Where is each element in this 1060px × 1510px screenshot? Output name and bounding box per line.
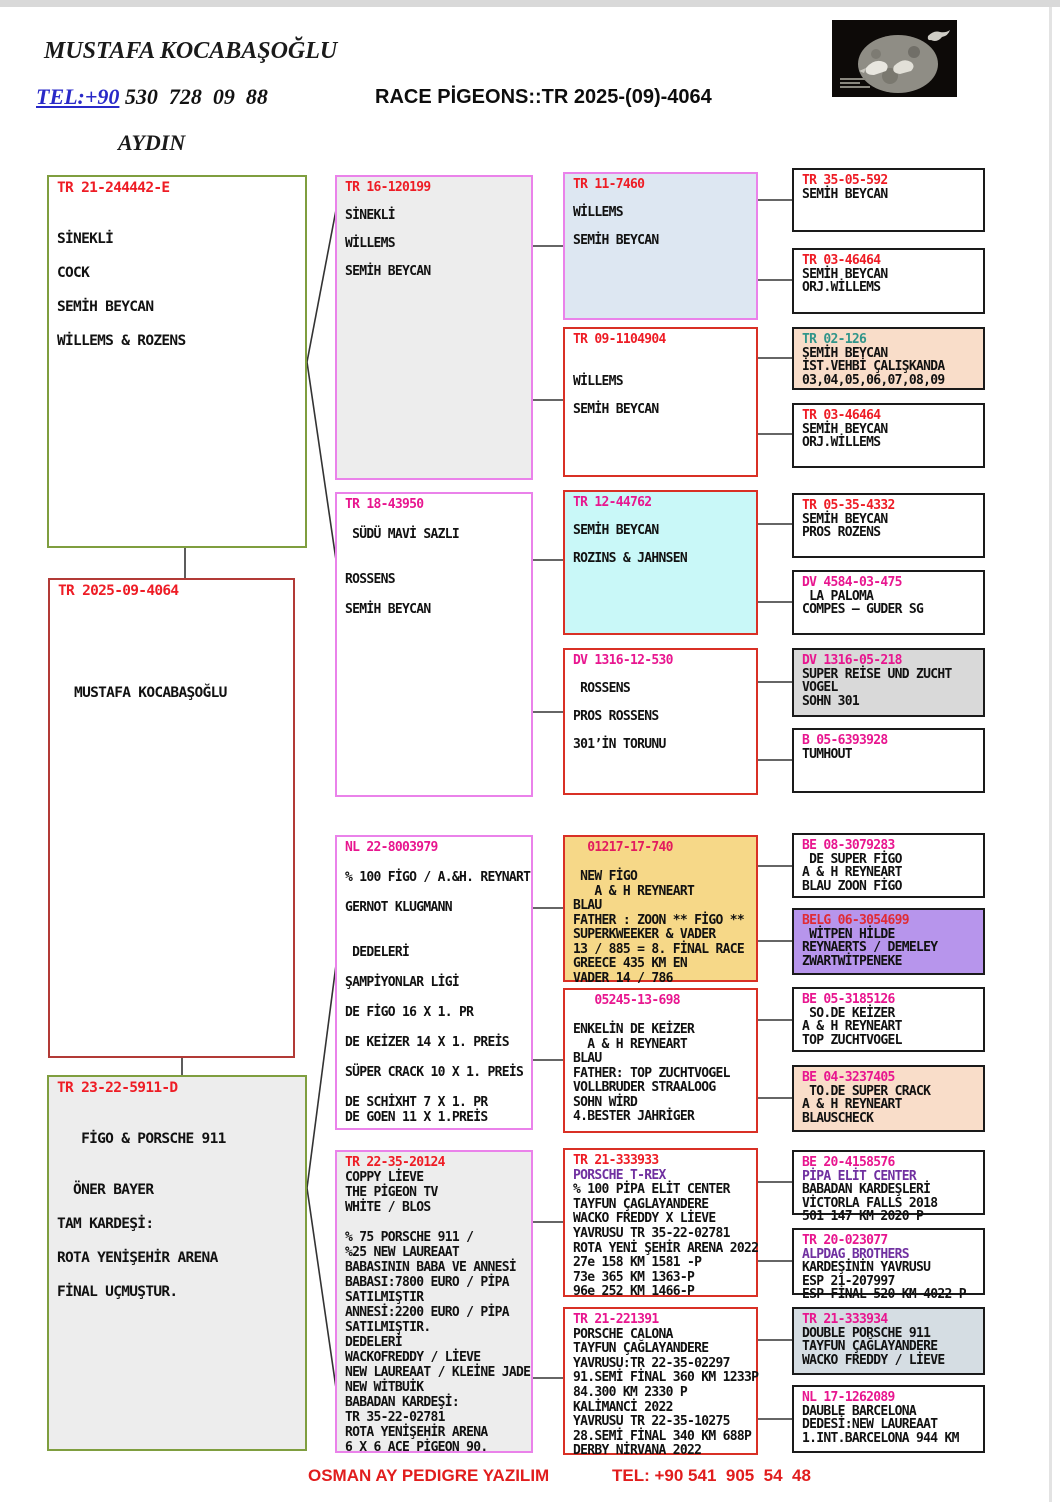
box-line: 27e 158 KM 1581 -P — [573, 1255, 702, 1271]
box-line: 13 / 885 = 8. FİNAL RACE — [573, 941, 745, 957]
box-line: 28.SEMİ FİNAL 340 KM 688P — [573, 1428, 752, 1444]
box-line: A & H REYNEART — [573, 883, 695, 899]
box-line: BLAU — [573, 1051, 602, 1066]
box-line — [573, 509, 752, 523]
box-line: VOLLBRUDER STRAALOOG — [573, 1080, 716, 1095]
box-line: DEDELERİ — [345, 945, 410, 960]
box-ring-number: TR 03-46464 — [802, 253, 881, 268]
box-line — [345, 1080, 527, 1095]
pedigree-box — [792, 570, 985, 635]
box-line: PROS ROSSENS — [573, 709, 659, 724]
box-line: 73e 365 KM 1363-P — [573, 1269, 695, 1285]
pedigree-box — [48, 578, 295, 1058]
box-line: BLAU ZOON FİGO — [802, 878, 902, 894]
box-line — [345, 250, 527, 264]
box-line: WACKO FREDDY X LİEVE — [573, 1211, 716, 1227]
box-line — [57, 248, 301, 265]
page-title: RACE PİGEONS::TR 2025-(09)-4064 — [375, 86, 712, 108]
pedigree-box — [792, 728, 985, 793]
box-line: DERBY NİRVANA 2022 — [573, 1443, 702, 1459]
box-ring-number: TR 12-44762 — [573, 495, 652, 510]
box-line: VOGEL — [802, 680, 838, 695]
box-line: TR 35-22-02781 — [345, 1410, 445, 1425]
software-brand: OSMAN AY PEDIGRE YAZILIM — [308, 1466, 550, 1485]
pedigree-box — [792, 493, 985, 558]
box-line — [345, 930, 527, 945]
box-line: DEDELERİ — [345, 1335, 403, 1350]
box-line: TOP ZUCHTVOGEL — [802, 1032, 902, 1048]
box-line: DE GOEN 11 X 1.PREİS — [345, 1110, 488, 1125]
pedigree-box — [335, 492, 533, 797]
box-line: 6 X 6 ACE PİGEON 90. — [345, 1440, 488, 1455]
box-line: WİLLEMS — [573, 205, 623, 220]
box-line — [58, 651, 289, 668]
box-line: SEMİH BEYCAN — [802, 511, 888, 527]
box-line — [57, 1233, 301, 1250]
pedigree-box — [47, 1075, 307, 1451]
box-line: PORSCHE CALONA — [573, 1326, 673, 1342]
pedigree-box — [335, 175, 533, 480]
box-line — [57, 1267, 301, 1284]
box-line: TAYFUN ÇAĞLAYANDERE — [802, 1339, 938, 1354]
box-line: ROSSENS — [345, 572, 395, 587]
box-line: SEMİH BEYCAN — [345, 264, 431, 279]
box-line: ROTA YENİŞEHİR ARENA — [345, 1425, 488, 1440]
box-line: A & H REYNEART — [802, 1019, 902, 1034]
box-ring-number: BE 04-3237405 — [802, 1070, 895, 1085]
box-ring-number: TR 21-221391 — [573, 1312, 659, 1327]
box-line: SEMİH BEYCAN — [802, 421, 888, 437]
box-line: FATHER : ZOON ** FİGO ** — [573, 912, 745, 928]
box-line: SEMİH BEYCAN — [573, 523, 659, 538]
box-line: ZWARTWİTPENEKE — [802, 953, 902, 969]
box-line: COMPES – GUDER SG — [802, 602, 924, 617]
box-line: FİGO & PORSCHE 911 — [57, 1131, 226, 1147]
box-line: NEW FİGO — [573, 869, 638, 884]
box-line: ÖNER BAYER — [57, 1182, 154, 1198]
box-line — [57, 1199, 301, 1216]
box-ring-number: DV 1316-05-218 — [802, 653, 902, 668]
box-line: 96e 252 KM 1466-P — [573, 1284, 695, 1300]
box-line: DOUBLE PORSCHE 911 — [802, 1325, 931, 1341]
box-line: KARDEŞİNİN YAVRUSU — [802, 1260, 931, 1275]
box-line: TAYFUN ÇAĞLAYANDERE — [573, 1341, 709, 1357]
box-line: WACKO FREDDY / LİEVE — [802, 1352, 945, 1368]
box-line: BLAUSCHECK — [802, 1110, 874, 1126]
box-line: WİLLEMS & ROZENS — [57, 333, 186, 349]
pedigree-box — [47, 175, 307, 548]
box-line — [57, 1148, 301, 1165]
pigeon-logo — [832, 20, 957, 97]
box-line — [573, 667, 752, 681]
box-line: SATILMIŞTIR — [345, 1290, 424, 1305]
box-line: YAVRUSU TR 22-35-10275 — [573, 1414, 730, 1430]
box-line: A & H REYNEART — [802, 865, 902, 880]
box-ring-number: TR 05-35-4332 — [802, 498, 895, 513]
box-line: VADER 14 / 786 — [573, 970, 673, 986]
box-line: SİNEKLİ — [57, 231, 114, 247]
box-line: SÜDÜ MAVİ SAZLI — [345, 527, 460, 542]
pedigree-box — [563, 1307, 759, 1459]
box-line: ŞAMPİYONLAR LİGİ — [345, 975, 460, 990]
box-line: SEMİH BEYCAN — [57, 299, 154, 315]
box-line: SEMİH BEYCAN — [802, 345, 888, 361]
box-line: SEMİH BEYCAN — [573, 402, 659, 417]
box-line: DEDESİ:NEW LAUREAAT — [802, 1417, 938, 1432]
box-line — [345, 512, 527, 527]
pedigree-box — [792, 168, 985, 232]
box-line: ANNESİ:2200 EURO / PİPA — [345, 1305, 509, 1320]
box-line: WHİTE / BLOS — [345, 1200, 431, 1215]
box-line: 301’İN TORUNU — [573, 737, 666, 752]
pedigree-box — [792, 987, 985, 1052]
box-line: % 100 FİGO / A.&H. REYNART — [345, 870, 531, 885]
box-line: ESP FİNAL 520 KM 4022 P — [802, 1287, 966, 1302]
box-line — [345, 1050, 527, 1065]
box-line: DE KEİZER 14 X 1. PREİS — [345, 1035, 509, 1050]
box-line: COPPY LİEVE — [345, 1170, 424, 1185]
box-ring-number: TR 23-22-5911-D — [57, 1080, 178, 1096]
box-line: 91.SEMİ FİNAL 360 KM 1233P — [573, 1370, 759, 1386]
box-line: ROTA YENİ ŞEHİR ARENA 2022 — [573, 1240, 759, 1256]
box-line: GREECE 435 KM EN — [573, 956, 688, 971]
box-line: ORJ.WİLLEMS — [802, 435, 881, 450]
box-line — [573, 537, 752, 551]
box-line: BABADAN KARDEŞİ: — [345, 1395, 460, 1410]
box-ring-number: TR 20-023077 — [802, 1233, 888, 1248]
box-line — [573, 360, 752, 374]
box-line: SEMİH BEYCAN — [573, 233, 659, 248]
pedigree-box — [563, 490, 758, 635]
pedigree-box — [335, 1150, 533, 1453]
box-line — [57, 1165, 301, 1182]
box-line: İST.VEHBİ ÇALIŞKANDA — [802, 359, 945, 374]
box-ring-number: NL 17-1262089 — [802, 1390, 895, 1405]
box-line: TAM KARDEŞİ: — [57, 1216, 154, 1232]
box-line: A & H REYNEART — [802, 1097, 902, 1112]
box-line: TAYFUN ÇAGLAYANDERE — [573, 1196, 709, 1212]
box-ring-number: BE 08-3079283 — [802, 838, 895, 853]
box-line: 1.INT.BARCELONA 944 KM — [802, 1430, 959, 1446]
box-line: NEW LAUREAAT / KLEİNE JADE — [345, 1365, 531, 1380]
box-line — [345, 885, 527, 900]
pedigree-box — [335, 835, 533, 1130]
box-line: NEW WİTBUİK — [345, 1380, 424, 1395]
box-line: ORJ.WİLLEMS — [802, 280, 881, 295]
box-line — [345, 542, 527, 557]
box-line — [345, 587, 527, 602]
box-line: 84.300 KM 2330 P — [573, 1384, 688, 1400]
box-ring-number: TR 2025-09-4064 — [58, 583, 179, 599]
box-line — [58, 634, 289, 651]
box-ring-number: TR 09-1104904 — [573, 332, 666, 347]
box-line — [58, 668, 289, 685]
owner-city: AYDIN — [118, 130, 186, 155]
box-line: WİTPEN HİLDE — [802, 926, 895, 942]
box-line: REYNAERTS / DEMELEY — [802, 940, 938, 955]
box-line — [57, 282, 301, 299]
box-line: 501 147 KM 2020 P — [802, 1209, 924, 1224]
box-line — [345, 1020, 527, 1035]
box-ring-number: NL 22-8003979 — [345, 840, 438, 855]
box-line: YAVRUSU TR 35-22-02781 — [573, 1225, 730, 1241]
box-ring-number: DV 1316-12-530 — [573, 653, 673, 668]
pedigree-box — [563, 648, 758, 795]
box-line: VİCTORLA FALLS 2018 — [802, 1195, 938, 1211]
box-line — [57, 214, 301, 231]
box-line — [57, 316, 301, 333]
box-line — [58, 617, 289, 634]
box-line: SOHN 301 — [802, 693, 860, 709]
pedigree-box — [563, 327, 758, 477]
box-line — [345, 990, 527, 1005]
box-ring-number: TR 35-05-592 — [802, 173, 888, 188]
box-line: THE PİGEON TV — [345, 1185, 438, 1200]
box-line — [345, 855, 527, 870]
owner-name: MUSTAFA KOCABAŞOĞLU — [44, 38, 338, 64]
box-line: SÜPER CRACK 10 X 1. PREİS — [345, 1065, 524, 1080]
box-line: ALPDAG BROTHERS — [802, 1246, 909, 1262]
box-line: A & H REYNEART — [573, 1036, 688, 1052]
box-line: FATHER: TOP ZUCHTVOGEL — [573, 1065, 730, 1081]
pedigree-box — [792, 908, 985, 975]
box-ring-number: BELG 06-3054699 — [802, 913, 909, 928]
pedigree-box — [792, 403, 985, 468]
box-line: %25 NEW LAUREAAT — [345, 1245, 460, 1260]
box-line — [57, 1097, 301, 1114]
box-line: GERNOT KLUGMANN — [345, 900, 452, 915]
box-line — [345, 1215, 527, 1230]
box-ring-number: TR 22-35-20124 — [345, 1155, 445, 1170]
box-line: WİLLEMS — [345, 236, 395, 251]
box-line: DE FİGO 16 X 1. PR — [345, 1005, 474, 1020]
box-ring-number: 05245-13-698 — [573, 993, 680, 1008]
box-line — [345, 915, 527, 930]
box-ring-number: DV 4584-03-475 — [802, 575, 902, 590]
box-line — [345, 557, 527, 572]
box-ring-number: BE 05-3185126 — [802, 992, 895, 1007]
box-line: ROZINS & JAHNSEN — [573, 551, 688, 566]
box-line: SEMİH BEYCAN — [345, 602, 431, 617]
owner-phone-row — [36, 84, 268, 110]
box-line: KALİMANCİ 2022 — [573, 1399, 673, 1415]
box-line: LA PALOMA — [802, 588, 874, 604]
scan-edge-top — [0, 0, 1060, 7]
box-ring-number: B 05-6393928 — [802, 733, 888, 748]
box-line: ROSSENS — [573, 681, 631, 696]
box-line: WACKOFREDDY / LİEVE — [345, 1350, 481, 1365]
tel-number: 530 728 09 88 — [119, 84, 268, 109]
box-line: DAUBLE BARCELONA — [802, 1403, 917, 1419]
box-line: DE SCHİXHT 7 X 1. PR — [345, 1095, 488, 1110]
box-line: MUSTAFA KOCABAŞOĞLU — [58, 685, 227, 701]
box-line: SATILMIŞTIR. — [345, 1320, 431, 1335]
box-line: PİPA ELİT CENTER — [802, 1168, 917, 1184]
scan-edge-right — [1049, 7, 1052, 1502]
box-line — [57, 197, 301, 214]
box-ring-number: 01217-17-740 — [573, 840, 673, 855]
box-ring-number: TR 03-46464 — [802, 408, 881, 423]
box-line: PORSCHE T-REX — [573, 1167, 666, 1183]
pedigree-box — [792, 1065, 985, 1132]
box-line — [573, 1008, 752, 1023]
box-ring-number: TR 18-43950 — [345, 497, 424, 512]
box-line: % 75 PORSCHE 911 / — [345, 1230, 474, 1245]
box-line — [573, 855, 752, 870]
box-line: ROTA YENİŞEHİR ARENA — [57, 1250, 218, 1266]
pedigree-box — [792, 833, 985, 898]
box-line: YAVRUSU:TR 22-35-02297 — [573, 1355, 730, 1371]
box-line — [57, 1114, 301, 1131]
box-line — [345, 222, 527, 236]
box-line: ENKELİN DE KEİZER — [573, 1022, 695, 1037]
box-line — [345, 194, 527, 208]
box-line — [573, 723, 752, 737]
pedigree-box — [792, 248, 985, 314]
box-line: SO.DE KEİZER — [802, 1005, 895, 1021]
box-line: DE SUPER FİGO — [802, 851, 902, 867]
box-line: FİNAL UÇMUŞTUR. — [57, 1284, 178, 1300]
box-line: WİLLEMS — [573, 374, 623, 389]
box-line — [573, 219, 752, 233]
box-line: ESP 21-207997 — [802, 1273, 895, 1289]
pedigree-box — [792, 327, 985, 390]
box-line — [345, 960, 527, 975]
box-line: SİNEKLİ — [345, 208, 395, 223]
box-line — [573, 388, 752, 402]
box-line: COCK — [57, 265, 90, 281]
box-ring-number: TR 02-126 — [802, 332, 867, 347]
box-ring-number: TR 11-7460 — [573, 177, 645, 192]
pedigree-box — [792, 1228, 985, 1302]
box-ring-number: TR 21-333933 — [573, 1153, 659, 1168]
box-line: SUPER REİSE UND ZUCHT — [802, 666, 952, 682]
box-line: SUPERKWEEKER & VADER — [573, 927, 716, 942]
box-line: BABASI:7800 EURO / PİPA — [345, 1275, 509, 1290]
pedigree-box — [563, 1148, 759, 1300]
box-line: PROS ROZENS — [802, 525, 881, 540]
box-line: TO.DE SUPER CRACK — [802, 1083, 931, 1099]
box-line — [573, 346, 752, 360]
box-line: BLAU — [573, 898, 602, 913]
pedigree-box — [563, 988, 758, 1133]
pedigree-box — [563, 172, 758, 320]
box-line: SEMİH BEYCAN — [802, 186, 888, 202]
box-ring-number: BE 20-4158576 — [802, 1155, 895, 1170]
box-line: TUMHOUT — [802, 746, 852, 762]
box-ring-number: TR 21-244442-E — [57, 180, 170, 196]
pedigree-box — [563, 835, 758, 986]
box-ring-number: TR 21-333934 — [802, 1312, 888, 1327]
box-line: BABADAN KARDEŞLERİ — [802, 1182, 931, 1197]
pedigree-box — [792, 1150, 985, 1224]
box-line: 03,04,05,06,07,08,09 — [802, 372, 945, 388]
box-line: 4.BESTER JAHRİGER — [573, 1109, 695, 1124]
box-line — [573, 191, 752, 205]
box-line: SEMİH BEYCAN — [802, 266, 888, 282]
pedigree-box — [792, 648, 985, 717]
software-phone: TEL: +90 541 905 54 48 — [612, 1466, 811, 1485]
box-line: % 100 PİPA ELİT CENTER — [573, 1182, 730, 1198]
pedigree-box — [792, 1307, 985, 1375]
box-ring-number: TR 16-120199 — [345, 180, 431, 195]
box-line — [573, 695, 752, 709]
pedigree-box — [792, 1385, 985, 1453]
box-line: SOHN WİRD — [573, 1094, 638, 1110]
box-line: BABASININ BABA VE ANNESİ — [345, 1260, 517, 1275]
tel-link[interactable]: TEL:+90 — [36, 84, 120, 109]
box-line — [58, 600, 289, 617]
